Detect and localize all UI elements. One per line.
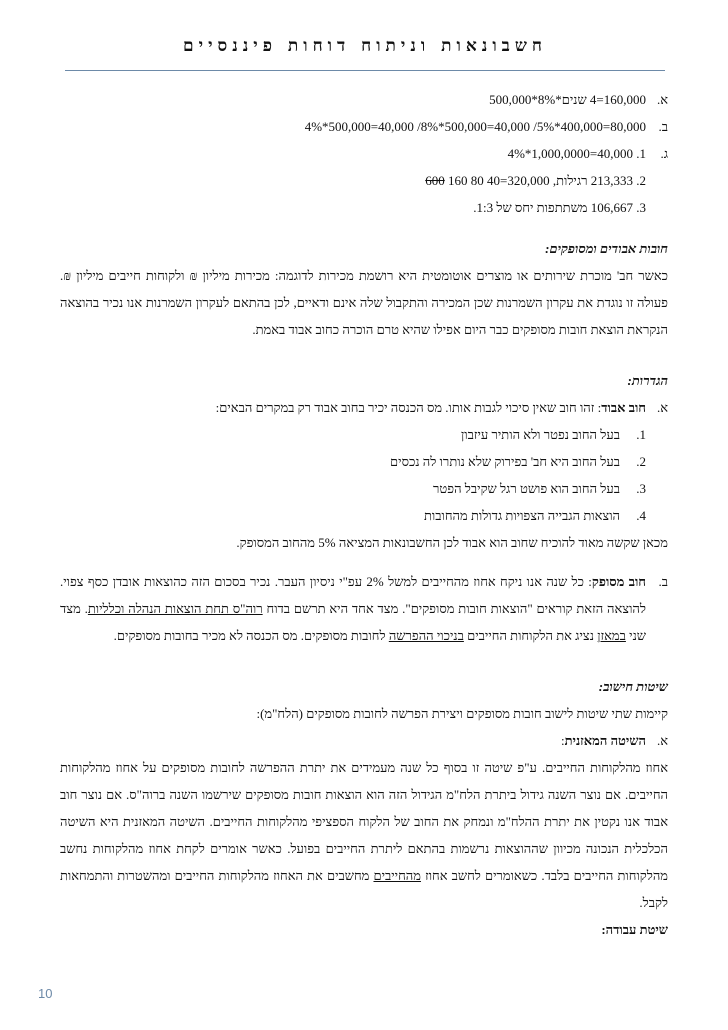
- answer-c-2: [60, 167, 668, 194]
- definition-a-text: : זהו חוב שאין סיכוי לגבות אותו. מס הכנסה יכיר בחוב אבוד רק במקרים הבאים:: [215, 400, 602, 415]
- net-of-allowance-ref: בניכוי ההפרשה: [388, 628, 464, 643]
- answer-c-1-number: 1.: [636, 146, 646, 161]
- answer-a-text: 160,000=4 שנים*8%*500,000: [489, 92, 646, 107]
- answer-c-1: [60, 140, 668, 167]
- debtors-underlined: מהחייבים: [373, 868, 421, 883]
- answer-a: [60, 86, 668, 113]
- answer-b: [60, 113, 668, 140]
- balance-sheet-ref: במאזן: [597, 628, 626, 643]
- answer-b-text: 80,000=400,000*5%/ 40,000=500,000*8%/ 40,000=500,000*4%: [304, 119, 646, 134]
- income-statement-ref: רוה"ס תחת הוצאות הנהלה וכלליות: [87, 601, 263, 616]
- definition-b: ב. חוב מסופק: כל שנה אנו ניקח אחוז מהחייבים למשל 2% עפ"י ניסיון העבר. נכיר בסכום הזה כהוצאות אובדן כסף צפוי. להוצאה הזאת קוראים "הוצאות חובות מסופקים". מצד אחד היא תרשם בדוח רוה"ס תחת הוצאות הנהלה וכלליות. מצד שני במאזן נציג את הלקוחות החייבים בניכוי ההפרשה לחובות מסופקים. מס הכנסה לא מכיר בחובות מסופקים.: [60, 568, 668, 649]
- methods-heading: שיטות חישוב:: [598, 679, 668, 694]
- balance-sheet-method-paragraph: אחוז מהלקוחות החייבים. ע"פ שיטה זו בסוף כל שנה מעמידים את יתרת ההפרשה לחובות מסופקים על אחוז מהלקוחות החייבים. אם נוצר השנה גידול ביתרת הלח"מ הגידול הזה הוא הוצאות חובות מסופקים שירשמו השנה ברוה"ס. אם נוצר חוב אבוד אנו נקטין את יתרת ההלח"מ ונמחק את החוב של הלקוח הספציפי מהלקוחות החייבים. השיטה המאזנית היא השיטה הכלכלית הנכונה מכיוון שההוצאות נרשמות בהתאם ליתרת החייבים בפועל. כאשר אומרים לקחת אחוז מהלקוחות נחשב מהלקוחות החייבים בלבד. כשאומרים לחשב אחוז מהחייבים מחשבים את האחוז מהלקוחות החייבים ומהשטרות והתמחאות לקבל.: [60, 760, 668, 910]
- case-4: 4.הוצאות הגבייה הצפויות גדולות מהחובות: [423, 508, 646, 523]
- case-3: 3.בעל החוב הוא פושט רגל שקיבל הפטר: [433, 481, 646, 496]
- page-header-title: חשבונאות וניתוח דוחות פיננסיים: [183, 36, 547, 56]
- answer-c-3-text: 106,667 משתתפות יחס של 1:3.: [473, 200, 633, 215]
- bad-debts-heading: חובות אבודים ומסופקים:: [545, 241, 668, 256]
- page-number: 10: [38, 986, 53, 1001]
- answer-c-2-struck-value: 600: [425, 173, 445, 188]
- definition-a-term: חוב אבוד: [601, 400, 646, 415]
- definition-a-marker: א.: [656, 400, 668, 415]
- bad-debt-cases: [60, 421, 668, 529]
- answer-c-1-text: 40,000=1,000,0000*4%: [507, 146, 633, 161]
- definition-a: [60, 394, 668, 421]
- method-a-title: השיטה המאזנית: [564, 733, 646, 748]
- work-method-heading: שיטת עבודה:: [601, 922, 668, 937]
- balance-sheet-method: א. השיטה המאזנית:: [60, 727, 668, 754]
- case-2: 2.בעל החוב היא חב' בפירוק שלא נותרו לה נכסים: [390, 454, 646, 469]
- definitions-heading: הגדרות:: [627, 373, 668, 388]
- answer-c-3-number: 3.: [636, 200, 646, 215]
- answer-c-2-text: 213,333 רגילות, 320,000=40 80 160: [444, 173, 633, 188]
- answer-b-marker: ב.: [658, 119, 668, 134]
- answer-c-2-number: 2.: [636, 173, 646, 188]
- document-body: [60, 86, 668, 943]
- method-a-marker: א.: [656, 733, 668, 748]
- answer-c-marker: ג.: [660, 146, 668, 161]
- header-divider: [65, 70, 665, 71]
- definition-b-term: חוב מסופק: [591, 574, 646, 589]
- answer-c-3: [60, 194, 668, 221]
- definitions-note: מכאן שקשה מאוד להוכיח שחוב הוא אבוד לכן החשבונאות המציאה 5% מהחוב המסופק.: [236, 535, 668, 550]
- bad-debts-paragraph: כאשר חב' מוכרת שירותים או מוצרים אוטומטית היא רושמת מכירות לדוגמה: מכירות מיליון ₪ ולקוחות חייבים מיליון ₪. פעולה זו נוגדת את עקרון השמרנות שכן המכירה והתקבול שלה אינם ודאיים, לכן בהתאם לעקרון השמרנות אנו נכיר בהוצאה הנקראת הוצאת חובות מסופקים כבר היום אפילו שהיא טרם הוכרה כחוב אבוד באמת.: [60, 268, 668, 337]
- methods-intro: קיימות שתי שיטות לישוב חובות מסופקים ויצירת הפרשה לחובות מסופקים (הלח"מ):: [256, 706, 668, 721]
- case-1: 1.בעל החוב נפטר ולא הותיר עיזבון: [460, 427, 646, 442]
- definition-b-marker: ב.: [658, 574, 668, 589]
- answer-a-marker: א.: [656, 92, 668, 107]
